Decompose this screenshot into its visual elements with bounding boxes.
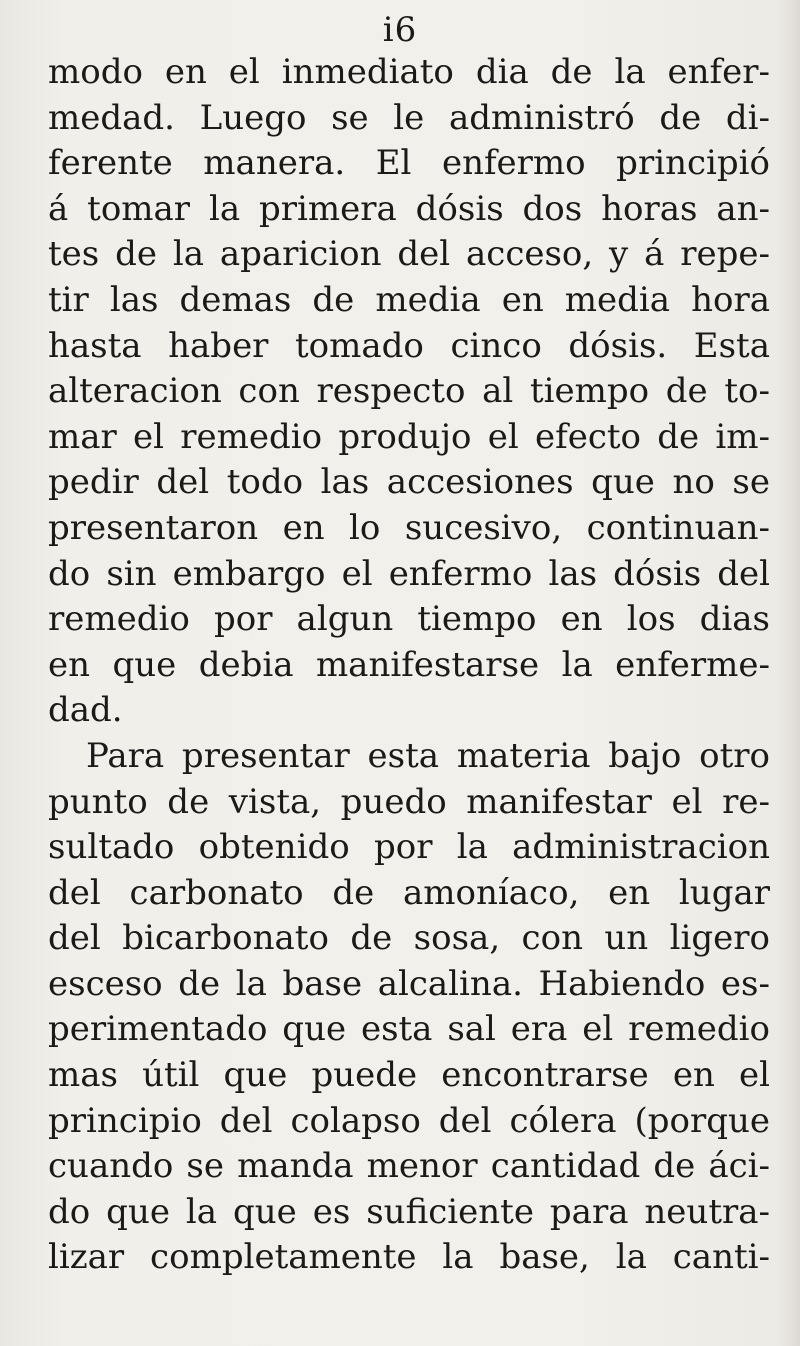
text-line: perimentado que esta sal era el remedio	[48, 1009, 770, 1050]
page-edge-shadow	[778, 0, 800, 1346]
text-line: lizar completamente la base, la canti-	[48, 1237, 770, 1278]
text-line: hasta haber tomado cinco dósis. Esta	[48, 325, 770, 366]
body-text	[48, 50, 770, 1281]
text-line: mas útil que puede encontrarse en el	[48, 1055, 770, 1096]
text-line: principio del colapso del cólera (porque	[48, 1100, 770, 1141]
text-line: presentaron en lo sucesivo, continuan-	[48, 507, 770, 548]
text-line: modo en el inmediato dia de la enfer-	[48, 52, 770, 92]
text-line: del carbonato de amoníaco, en lugar	[48, 872, 770, 913]
text-line: punto de vista, puedo manifestar el re-	[48, 781, 770, 822]
page-number: i6	[382, 10, 418, 50]
text-line: do sin embargo el enfermo las dósis del	[48, 553, 770, 594]
text-line: esceso de la base alcalina. Habiendo es-	[48, 963, 770, 1004]
text-line: medad. Luego se le administró de di-	[48, 97, 770, 138]
text-line: tes de la aparicion del acceso, y á repe-	[48, 234, 770, 275]
text-line: del bicarbonato de sosa, con un ligero	[48, 918, 770, 959]
text-line: sultado obtenido por la administracion	[48, 827, 770, 868]
text-line: tir las demas de media en media hora	[48, 279, 770, 320]
text-line: mar el remedio produjo el efecto de im-	[48, 416, 770, 457]
paragraph-start-line: Para presentar esta materia bajo otro	[86, 735, 770, 776]
text-line: cuando se manda menor cantidad de áci-	[48, 1146, 770, 1187]
text-line: en que debia manifestarse la enferme-	[48, 644, 770, 685]
paragraph-end-line: dad.	[48, 690, 123, 731]
text-line: ferente manera. El enfermo principió	[48, 143, 770, 184]
text-line: alteracion con respecto al tiempo de to-	[48, 371, 770, 412]
text-line: do que la que es suficiente para neutra-	[48, 1191, 770, 1232]
text-line: á tomar la primera dósis dos horas an-	[48, 188, 770, 229]
text-line: pedir del todo las accesiones que no se	[48, 462, 770, 503]
text-line: remedio por algun tiempo en los dias	[48, 599, 770, 640]
